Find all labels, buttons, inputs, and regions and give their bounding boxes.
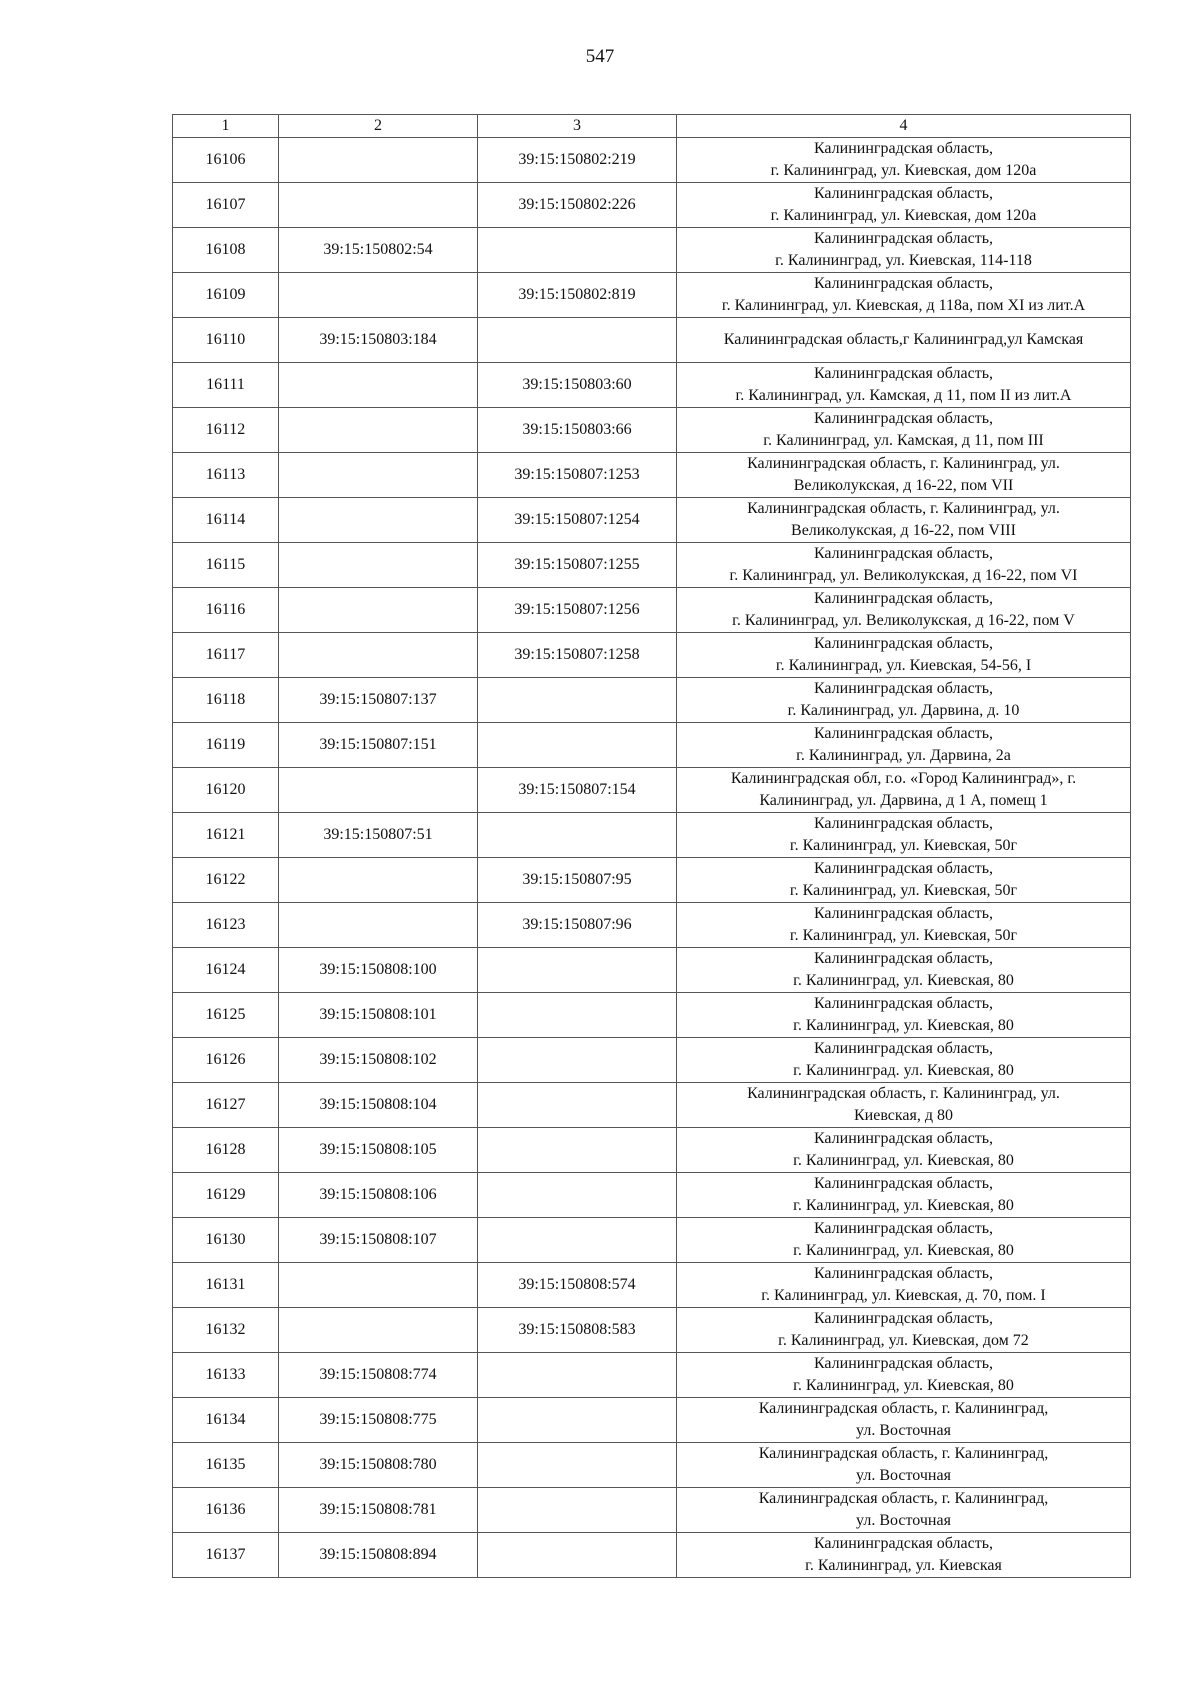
address-cell bbox=[677, 677, 1131, 722]
address-line: Калининградская область, г. Калининград, ул. bbox=[747, 454, 1060, 472]
address-line: Калининград, ул. Дарвина, д 1 А, помещ 1 bbox=[759, 791, 1048, 809]
table-row bbox=[173, 632, 1131, 677]
table-row bbox=[173, 228, 1131, 273]
cadastral-number-col3 bbox=[478, 1217, 677, 1262]
row-number: 16125 bbox=[173, 992, 279, 1037]
table-row bbox=[173, 452, 1131, 497]
address-line: г. Калининград, ул. Дарвина, 2а bbox=[796, 746, 1011, 764]
table-row bbox=[173, 1487, 1131, 1532]
address-line: г. Калининград, ул. Киевская, 50г bbox=[789, 926, 1018, 944]
address-cell bbox=[677, 767, 1131, 812]
address-line: Калининградская область, bbox=[813, 1039, 994, 1057]
table-row bbox=[173, 947, 1131, 992]
address-cell bbox=[677, 1532, 1131, 1577]
address-line: Великолукская, д 16-22, пом VII bbox=[793, 476, 1014, 494]
address-cell bbox=[677, 1262, 1131, 1307]
address-line: Калининградская область, bbox=[813, 724, 994, 742]
row-number: 16110 bbox=[173, 318, 279, 363]
cadastral-number-col2 bbox=[279, 452, 478, 497]
table-row bbox=[173, 587, 1131, 632]
row-number: 16131 bbox=[173, 1262, 279, 1307]
address-line: Калининградская область, bbox=[813, 1174, 994, 1192]
address-line: Калининградская область, bbox=[813, 859, 994, 877]
address-cell bbox=[677, 362, 1131, 407]
address-cell bbox=[677, 1082, 1131, 1127]
address-line: Калининградская область, bbox=[813, 1219, 994, 1237]
address-cell bbox=[677, 497, 1131, 542]
cadastral-number-col2: 39:15:150808:105 bbox=[279, 1127, 478, 1172]
cadastral-number-col2: 39:15:150808:107 bbox=[279, 1217, 478, 1262]
address-cell bbox=[677, 452, 1131, 497]
address-line: ул. Восточная bbox=[856, 1466, 951, 1484]
cadastral-number-col3 bbox=[478, 1487, 677, 1532]
address-cell bbox=[677, 1442, 1131, 1487]
row-number: 16107 bbox=[173, 183, 279, 228]
row-number: 16136 bbox=[173, 1487, 279, 1532]
cadastral-number-col2: 39:15:150807:137 bbox=[279, 677, 478, 722]
address-line: г. Калининград, ул. Киевская, 114-118 bbox=[775, 252, 1032, 269]
address-cell bbox=[677, 542, 1131, 587]
header-col-3: 3 bbox=[478, 115, 677, 138]
address-cell bbox=[677, 632, 1131, 677]
cadastral-number-col2: 39:15:150807:151 bbox=[279, 722, 478, 767]
address-line: Киевская, д 80 bbox=[853, 1106, 954, 1124]
cadastral-number-col3: 39:15:150807:96 bbox=[478, 902, 677, 947]
address-line: Калининградская область, bbox=[813, 230, 994, 247]
page-number: 547 bbox=[585, 46, 615, 67]
cadastral-number-col2: 39:15:150808:894 bbox=[279, 1532, 478, 1577]
cadastral-number-col2: 39:15:150808:106 bbox=[279, 1172, 478, 1217]
cadastral-number-col3: 39:15:150807:1253 bbox=[478, 452, 677, 497]
table-row bbox=[173, 407, 1131, 452]
table-row bbox=[173, 1532, 1131, 1577]
row-number: 16114 bbox=[173, 497, 279, 542]
cadastral-number-col3 bbox=[478, 947, 677, 992]
cadastral-number-col3: 39:15:150807:95 bbox=[478, 857, 677, 902]
cadastral-number-col3: 39:15:150803:60 bbox=[478, 362, 677, 407]
row-number: 16133 bbox=[173, 1352, 279, 1397]
cadastral-number-col2: 39:15:150808:774 bbox=[279, 1352, 478, 1397]
address-cell bbox=[677, 1352, 1131, 1397]
table-row bbox=[173, 812, 1131, 857]
address-line: г. Калининград, ул. Дарвина, д. 10 bbox=[787, 701, 1020, 719]
cadastral-number-col3 bbox=[478, 228, 677, 273]
address-line: Калининградская область, bbox=[813, 814, 994, 832]
cadastral-number-col2: 39:15:150807:51 bbox=[279, 812, 478, 857]
address-line: Калининградская область, bbox=[813, 544, 994, 562]
address-cell bbox=[677, 992, 1131, 1037]
address-line: г. Калининград, ул. Великолукская, д 16-22, пом V bbox=[732, 611, 1075, 629]
header-row bbox=[173, 115, 1131, 138]
table-row bbox=[173, 1442, 1131, 1487]
cadastral-number-col2 bbox=[279, 138, 478, 183]
table-row bbox=[173, 677, 1131, 722]
table-row bbox=[173, 1037, 1131, 1082]
address-cell bbox=[677, 138, 1131, 183]
row-number: 16128 bbox=[173, 1127, 279, 1172]
address-line: Калининградская область, bbox=[813, 904, 994, 922]
registry-table bbox=[172, 114, 1131, 1578]
row-number: 16115 bbox=[173, 542, 279, 587]
table-row bbox=[173, 1172, 1131, 1217]
table-row bbox=[173, 273, 1131, 318]
cadastral-number-col2: 39:15:150803:184 bbox=[279, 318, 478, 363]
cadastral-number-col3 bbox=[478, 1037, 677, 1082]
cadastral-number-col2 bbox=[279, 362, 478, 407]
table-row bbox=[173, 1352, 1131, 1397]
address-cell bbox=[677, 1037, 1131, 1082]
cadastral-number-col3: 39:15:150808:574 bbox=[478, 1262, 677, 1307]
table-row bbox=[173, 1127, 1131, 1172]
table-row bbox=[173, 1217, 1131, 1262]
address-cell bbox=[677, 1172, 1131, 1217]
cadastral-number-col3: 39:15:150807:1254 bbox=[478, 497, 677, 542]
address-line: г. Калининград, ул. Киевская, 80 bbox=[793, 971, 1014, 989]
cadastral-number-col2 bbox=[279, 183, 478, 228]
cadastral-number-col3: 39:15:150803:66 bbox=[478, 407, 677, 452]
row-number: 16106 bbox=[173, 138, 279, 183]
address-line: Калининградская область, г. Калининград, bbox=[758, 1444, 1049, 1462]
address-cell bbox=[677, 1127, 1131, 1172]
address-line: г. Калининград, ул. Великолукская, д 16-22, пом VI bbox=[729, 566, 1078, 584]
row-number: 16137 bbox=[173, 1532, 279, 1577]
address-line: г. Калининград, ул. Киевская, дом 72 bbox=[778, 1331, 1029, 1349]
row-number: 16119 bbox=[173, 722, 279, 767]
cadastral-number-col2 bbox=[279, 767, 478, 812]
table-row bbox=[173, 497, 1131, 542]
row-number: 16126 bbox=[173, 1037, 279, 1082]
cadastral-number-col2 bbox=[279, 1262, 478, 1307]
address-cell bbox=[677, 1487, 1131, 1532]
header-col-4: 4 bbox=[677, 115, 1131, 138]
address-line: Калининградская область, г. Калининград, ул. bbox=[747, 499, 1060, 517]
address-line: Калининградская область, bbox=[813, 679, 994, 697]
cadastral-number-col3 bbox=[478, 677, 677, 722]
cadastral-number-col3 bbox=[478, 1532, 677, 1577]
address-line: Калининградская область, bbox=[813, 409, 994, 427]
address-cell bbox=[677, 407, 1131, 452]
header-col-2: 2 bbox=[279, 115, 478, 138]
address-line: г. Калининград. ул. Киевская, 80 bbox=[793, 1061, 1014, 1079]
row-number: 16129 bbox=[173, 1172, 279, 1217]
row-number: 16118 bbox=[173, 677, 279, 722]
address-line: Калининградская область, bbox=[813, 364, 994, 382]
row-number: 16134 bbox=[173, 1397, 279, 1442]
address-cell bbox=[677, 857, 1131, 902]
address-line: г. Калининград, ул. Киевская, д 118а, пом XI из лит.А bbox=[721, 297, 1086, 314]
address-cell bbox=[677, 318, 1131, 363]
row-number: 16112 bbox=[173, 407, 279, 452]
address-line: Калининградская область, bbox=[813, 1264, 994, 1282]
address-cell bbox=[677, 228, 1131, 273]
address-cell bbox=[677, 1397, 1131, 1442]
row-number: 16132 bbox=[173, 1307, 279, 1352]
address-line: Калининградская область, г. Калининград, ул. bbox=[747, 1084, 1060, 1102]
address-line: Калининградская область, bbox=[813, 1354, 994, 1372]
address-line: г. Калининград, ул. Киевская, 80 bbox=[793, 1016, 1014, 1034]
cadastral-number-col2 bbox=[279, 407, 478, 452]
address-line: г. Калининград, ул. Киевская, дом 120а bbox=[770, 207, 1037, 224]
address-line: Калининградская область, bbox=[813, 1534, 994, 1552]
address-line: г. Калининград, ул. Киевская, д. 70, пом. I bbox=[761, 1286, 1046, 1304]
table-row bbox=[173, 992, 1131, 1037]
address-line: г. Калининград, ул. Камская, д 11, пом II из лит.А bbox=[735, 386, 1072, 404]
header-col-1: 1 bbox=[173, 115, 279, 138]
address-line: г. Калининград, ул. Киевская, 80 bbox=[793, 1196, 1014, 1214]
cadastral-number-col2: 39:15:150808:104 bbox=[279, 1082, 478, 1127]
table-header bbox=[173, 115, 1131, 138]
address-line: г. Калининград, ул. Киевская, 50г bbox=[789, 881, 1018, 899]
cadastral-number-col2 bbox=[279, 273, 478, 318]
address-line: Калининградская область, bbox=[813, 185, 994, 202]
address-cell bbox=[677, 1217, 1131, 1262]
address-line: г. Калининград, ул. Киевская, дом 120а bbox=[770, 162, 1037, 179]
cadastral-number-col2 bbox=[279, 1307, 478, 1352]
address-line: Калининградская область, bbox=[813, 275, 994, 292]
row-number: 16124 bbox=[173, 947, 279, 992]
cadastral-number-col2: 39:15:150808:775 bbox=[279, 1397, 478, 1442]
address-line: Калининградская область, bbox=[813, 589, 994, 607]
row-number: 16121 bbox=[173, 812, 279, 857]
address-line: г. Калининград, ул. Киевская, 80 bbox=[793, 1241, 1014, 1259]
address-cell bbox=[677, 1307, 1131, 1352]
cadastral-number-col2 bbox=[279, 542, 478, 587]
address-cell bbox=[677, 812, 1131, 857]
cadastral-number-col2: 39:15:150808:780 bbox=[279, 1442, 478, 1487]
cadastral-number-col2: 39:15:150808:100 bbox=[279, 947, 478, 992]
address-line: Калининградская область, bbox=[813, 949, 994, 967]
row-number: 16123 bbox=[173, 902, 279, 947]
address-line: г. Калининград, ул. Киевская bbox=[805, 1556, 1002, 1574]
address-cell bbox=[677, 722, 1131, 767]
table-row bbox=[173, 542, 1131, 587]
table-body bbox=[173, 138, 1131, 1578]
table-row bbox=[173, 1397, 1131, 1442]
table-row bbox=[173, 1307, 1131, 1352]
cadastral-number-col3: 39:15:150807:1258 bbox=[478, 632, 677, 677]
cadastral-number-col2: 39:15:150808:101 bbox=[279, 992, 478, 1037]
address-line: г. Калининград, ул. Киевская, 80 bbox=[793, 1151, 1014, 1169]
address-line: ул. Восточная bbox=[856, 1511, 951, 1529]
address-line: г. Калининград, ул. Киевская, 50г bbox=[789, 836, 1018, 854]
row-number: 16127 bbox=[173, 1082, 279, 1127]
cadastral-number-col3 bbox=[478, 812, 677, 857]
table-row bbox=[173, 902, 1131, 947]
address-cell bbox=[677, 587, 1131, 632]
address-line: г. Калининград, ул. Камская, д 11, пом III bbox=[763, 431, 1044, 449]
cadastral-number-col2 bbox=[279, 902, 478, 947]
row-number: 16117 bbox=[173, 632, 279, 677]
address-line: Калининградская обл, г.о. «Город Калининград», г. bbox=[730, 769, 1077, 787]
cadastral-number-col3 bbox=[478, 1172, 677, 1217]
cadastral-number-col3: 39:15:150808:583 bbox=[478, 1307, 677, 1352]
cadastral-number-col2 bbox=[279, 632, 478, 677]
row-number: 16111 bbox=[173, 362, 279, 407]
table-row bbox=[173, 1082, 1131, 1127]
table-row bbox=[173, 767, 1131, 812]
cadastral-number-col3 bbox=[478, 1352, 677, 1397]
row-number: 16120 bbox=[173, 767, 279, 812]
address-cell bbox=[677, 273, 1131, 318]
cadastral-number-col3 bbox=[478, 1082, 677, 1127]
cadastral-number-col2: 39:15:150802:54 bbox=[279, 228, 478, 273]
address-line: Калининградская область, г. Калининград, bbox=[758, 1399, 1049, 1417]
address-line: Калининградская область, bbox=[813, 1309, 994, 1327]
address-cell bbox=[677, 947, 1131, 992]
address-cell bbox=[677, 902, 1131, 947]
cadastral-number-col3 bbox=[478, 1442, 677, 1487]
address-cell bbox=[677, 183, 1131, 228]
cadastral-number-col2: 39:15:150808:102 bbox=[279, 1037, 478, 1082]
table-row bbox=[173, 183, 1131, 228]
table-row bbox=[173, 722, 1131, 767]
cadastral-number-col2 bbox=[279, 857, 478, 902]
address-line: г. Калининград, ул. Киевская, 54-56, I bbox=[775, 656, 1032, 674]
row-number: 16109 bbox=[173, 273, 279, 318]
table-row bbox=[173, 138, 1131, 183]
table-row bbox=[173, 1262, 1131, 1307]
cadastral-number-col2 bbox=[279, 587, 478, 632]
table-row bbox=[173, 362, 1131, 407]
cadastral-number-col3: 39:15:150807:154 bbox=[478, 767, 677, 812]
cadastral-number-col2: 39:15:150808:781 bbox=[279, 1487, 478, 1532]
cadastral-number-col3 bbox=[478, 318, 677, 363]
row-number: 16122 bbox=[173, 857, 279, 902]
table-row bbox=[173, 857, 1131, 902]
address-line: Калининградская область, bbox=[813, 634, 994, 652]
row-number: 16108 bbox=[173, 228, 279, 273]
cadastral-number-col3 bbox=[478, 1397, 677, 1442]
row-number: 16116 bbox=[173, 587, 279, 632]
cadastral-number-col3: 39:15:150807:1255 bbox=[478, 542, 677, 587]
cadastral-number-col3 bbox=[478, 992, 677, 1037]
address-line: Калининградская область, bbox=[813, 140, 994, 157]
address-line: г. Калининград, ул. Киевская, 80 bbox=[793, 1376, 1014, 1394]
cadastral-number-col3 bbox=[478, 722, 677, 767]
row-number: 16135 bbox=[173, 1442, 279, 1487]
cadastral-number-col2 bbox=[279, 497, 478, 542]
address-line: Калининградская область, г. Калининград, bbox=[758, 1489, 1049, 1507]
cadastral-number-col3: 39:15:150802:226 bbox=[478, 183, 677, 228]
cadastral-number-col3: 39:15:150802:819 bbox=[478, 273, 677, 318]
table-row bbox=[173, 318, 1131, 363]
address-line: Калининградская область, bbox=[813, 994, 994, 1012]
row-number: 16113 bbox=[173, 452, 279, 497]
cadastral-number-col3: 39:15:150802:219 bbox=[478, 138, 677, 183]
cadastral-number-col3: 39:15:150807:1256 bbox=[478, 587, 677, 632]
address-line: Калининградская область,г Калининград,ул Камская bbox=[723, 330, 1084, 348]
address-line: Великолукская, д 16-22, пом VIII bbox=[791, 521, 1016, 539]
address-line: Калининградская область, bbox=[813, 1129, 994, 1147]
cadastral-number-col3 bbox=[478, 1127, 677, 1172]
row-number: 16130 bbox=[173, 1217, 279, 1262]
address-line: ул. Восточная bbox=[856, 1421, 951, 1439]
